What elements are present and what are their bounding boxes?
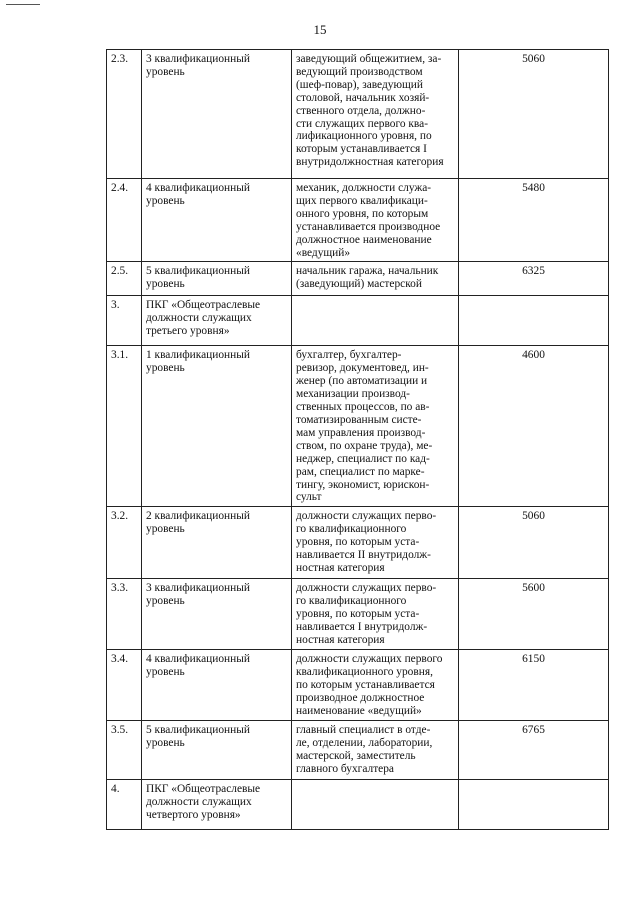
qualification-level xyxy=(142,507,292,579)
row-number: 4. xyxy=(107,780,142,830)
table-row xyxy=(107,262,609,296)
qualification-level xyxy=(142,650,292,721)
corner-mark xyxy=(6,4,40,5)
position-line: онного уровня, по которым xyxy=(296,207,429,220)
salary-value xyxy=(459,780,609,830)
salary-value: 5060 xyxy=(459,50,609,179)
qualification-line: уровень xyxy=(146,666,185,679)
position-list xyxy=(292,721,459,780)
qualification-line: уровень xyxy=(146,737,185,750)
position-line: лификационного уровня, по xyxy=(296,130,432,143)
position-line: которым устанавливается I xyxy=(296,143,427,156)
position-line: щих первого квалификаци- xyxy=(296,194,428,207)
position-line: го квалификационного xyxy=(296,595,407,608)
table-row xyxy=(107,50,609,179)
position-line: го квалификационного xyxy=(296,523,407,536)
qualification-line: 4 квалификационный xyxy=(146,182,250,194)
qualification-line: уровень xyxy=(146,194,185,207)
position-list xyxy=(292,346,459,507)
table-body xyxy=(107,50,609,830)
salary-table xyxy=(106,49,609,830)
qualification-line: уровень xyxy=(146,278,185,291)
position-line: мастерской, заместитель xyxy=(296,750,416,763)
table-row xyxy=(107,296,609,346)
row-number: 3.5. xyxy=(107,721,142,780)
position-list xyxy=(292,296,459,346)
qualification-level xyxy=(142,346,292,507)
position-list xyxy=(292,262,459,296)
salary-value: 5480 xyxy=(459,179,609,262)
position-line: внутридолжностная категория xyxy=(296,156,444,169)
row-number: 2.4. xyxy=(107,179,142,262)
position-line: квалификационного уровня, xyxy=(296,666,433,679)
position-line: сульт xyxy=(296,491,322,504)
position-line: столовой, начальник хозяй- xyxy=(296,91,430,104)
position-line: механизации производ- xyxy=(296,388,410,401)
qualification-line: 1 квалификационный xyxy=(146,349,250,362)
salary-value: 6150 xyxy=(459,650,609,721)
position-line: «ведущий» xyxy=(296,246,351,259)
salary-value: 5600 xyxy=(459,579,609,650)
qualification-level xyxy=(142,50,292,179)
qualification-line: 5 квалификационный xyxy=(146,724,250,737)
qualification-level xyxy=(142,721,292,780)
position-line: механик, должности служа- xyxy=(296,182,432,194)
table-row xyxy=(107,507,609,579)
page-number: 15 xyxy=(313,22,327,37)
position-line: мам управления производ- xyxy=(296,426,426,439)
position-line: ведующий производством xyxy=(296,65,423,78)
qualification-line: 3 квалификационный xyxy=(146,53,250,65)
position-line: (шеф-повар), заведующий xyxy=(296,78,423,91)
position-line: главного бухгалтера xyxy=(296,763,394,776)
qualification-line: 3 квалификационный xyxy=(146,582,250,595)
row-number: 2.3. xyxy=(107,50,142,179)
table-row xyxy=(107,579,609,650)
table-row xyxy=(107,650,609,721)
qualification-line: уровень xyxy=(146,523,185,536)
position-line: женер (по автоматизации и xyxy=(296,375,428,388)
qualification-line: уровень xyxy=(146,362,185,375)
position-line: ственных процессов, по ав- xyxy=(296,401,430,414)
qualification-line: четвертого уровня» xyxy=(146,809,241,822)
position-line: уровня, по которым уста- xyxy=(296,608,420,621)
salary-value: 6765 xyxy=(459,721,609,780)
position-line: (заведующий) мастерской xyxy=(296,278,422,291)
position-line: должности служащих перво- xyxy=(296,510,437,523)
position-list xyxy=(292,579,459,650)
qualification-line: должности служащих xyxy=(146,796,252,809)
qualification-level xyxy=(142,262,292,296)
row-number: 3.3. xyxy=(107,579,142,650)
position-line: рам, специалист по марке- xyxy=(296,465,425,478)
qualification-line: ПКГ «Общеотраслевые xyxy=(146,783,261,796)
qualification-line: 2 квалификационный xyxy=(146,510,250,523)
row-number: 3.1. xyxy=(107,346,142,507)
qualification-level xyxy=(142,179,292,262)
table-row xyxy=(107,721,609,780)
table-row xyxy=(107,179,609,262)
position-line: ностная категория xyxy=(296,561,385,574)
position-line: бухгалтер, бухгалтер- xyxy=(296,349,402,362)
position-line: тингу, экономист, юрискон- xyxy=(296,478,430,491)
table-row xyxy=(107,346,609,507)
position-list xyxy=(292,650,459,721)
position-line: уровня, по которым уста- xyxy=(296,536,420,549)
row-number: 3.2. xyxy=(107,507,142,579)
qualification-level xyxy=(142,296,292,346)
qualification-line: 5 квалификационный xyxy=(146,265,250,278)
salary-value: 4600 xyxy=(459,346,609,507)
row-number: 3.4. xyxy=(107,650,142,721)
position-list xyxy=(292,780,459,830)
position-line: наименование «ведущий» xyxy=(296,704,422,717)
position-line: ственного отдела, должно- xyxy=(296,104,426,117)
salary-value: 6325 xyxy=(459,262,609,296)
qualification-line: должности служащих xyxy=(146,312,252,325)
row-number: 3. xyxy=(107,296,142,346)
position-line: томатизированным систе- xyxy=(296,413,422,426)
position-line: заведующий общежитием, за- xyxy=(296,53,442,65)
qualification-level xyxy=(142,579,292,650)
position-line: навливается I внутридолж- xyxy=(296,621,428,634)
position-line: должности служащих первого xyxy=(296,653,443,666)
qualification-line: третьего уровня» xyxy=(146,325,230,338)
position-line: по которым устанавливается xyxy=(296,679,435,692)
table-row xyxy=(107,780,609,830)
position-line: производное должностное xyxy=(296,692,425,705)
salary-value: 5060 xyxy=(459,507,609,579)
row-number: 2.5. xyxy=(107,262,142,296)
qualification-level xyxy=(142,780,292,830)
position-list xyxy=(292,179,459,262)
position-line: главный специалист в отде- xyxy=(296,724,431,737)
qualification-line: уровень xyxy=(146,65,185,78)
position-line: устанавливается производное xyxy=(296,220,441,233)
position-line: должностное наименование xyxy=(296,233,432,246)
position-line: ностная категория xyxy=(296,633,385,646)
salary-value xyxy=(459,296,609,346)
position-line: ревизор, документовед, ин- xyxy=(296,362,429,375)
position-line: начальник гаража, начальник xyxy=(296,265,439,278)
position-line: неджер, специалист по кад- xyxy=(296,452,430,465)
position-list xyxy=(292,507,459,579)
position-line: ле, отделении, лаборатории, xyxy=(296,737,433,750)
position-list xyxy=(292,50,459,179)
position-line: ством, по охране труда), ме- xyxy=(296,439,433,452)
position-line: навливается II внутридолж- xyxy=(296,549,431,562)
qualification-line: уровень xyxy=(146,595,185,608)
qualification-line: ПКГ «Общеотраслевые xyxy=(146,299,261,312)
position-line: должности служащих перво- xyxy=(296,582,437,595)
position-line: сти служащих первого ква- xyxy=(296,117,428,130)
qualification-line: 4 квалификационный xyxy=(146,653,250,666)
